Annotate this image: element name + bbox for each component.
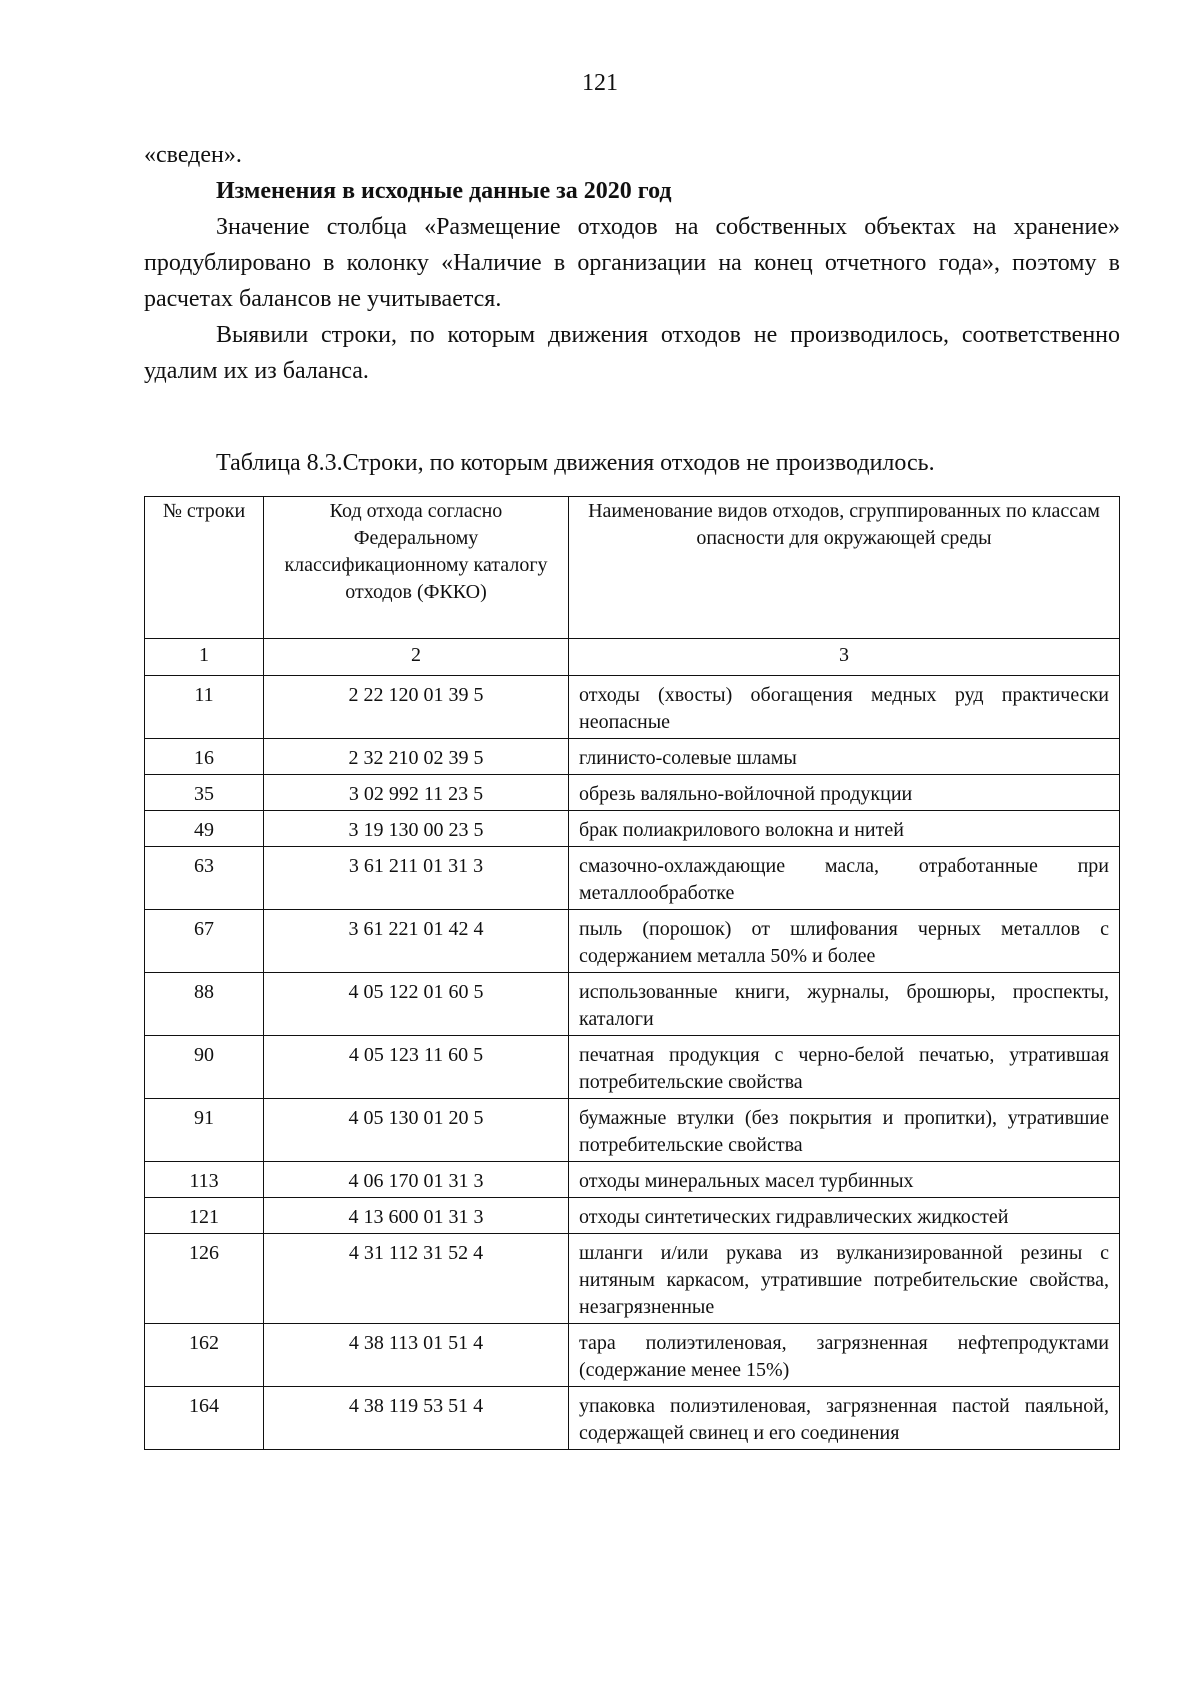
waste-name-cell: печатная продукция с черно-белой печатью, утратившая потребительские свойства	[569, 1036, 1120, 1099]
paragraph: Значение столбца «Размещение отходов на собственных объектах на хранение» продублировано в колонку «Наличие в организации на конец отчетного года», поэтому в расчетах балансов не учитывается.	[144, 214, 1120, 312]
fkko-code-cell: 3 61 221 01 42 4	[264, 910, 569, 973]
waste-name-cell: тара полиэтиленовая, загрязненная нефтепродуктами (содержание менее 15%)	[569, 1324, 1120, 1387]
fkko-code-cell: 2 32 210 02 39 5	[264, 739, 569, 775]
fkko-code-cell: 4 06 170 01 31 3	[264, 1162, 569, 1198]
waste-name-cell: бумажные втулки (без покрытия и пропитки), утратившие потребительские свойства	[569, 1099, 1120, 1162]
paragraph: Выявили строки, по которым движения отходов не производилось, соответственно удалим их из баланса.	[144, 322, 1120, 384]
table-body	[145, 676, 1120, 1450]
table-row	[145, 1387, 1120, 1450]
table-row	[145, 676, 1120, 739]
page-number: 121	[582, 70, 618, 96]
table-row	[145, 775, 1120, 811]
fkko-code-cell: 3 19 130 00 23 5	[264, 811, 569, 847]
waste-name-cell: пыль (порошок) от шлифования черных металлов с содержанием металла 50% и более	[569, 910, 1120, 973]
waste-name-cell: использованные книги, журналы, брошюры, проспекты, каталоги	[569, 973, 1120, 1036]
column-index: 3	[569, 639, 1120, 676]
fkko-code-cell: 4 05 123 11 60 5	[264, 1036, 569, 1099]
row-number-cell: 63	[145, 847, 264, 910]
table-index-row	[145, 639, 1120, 676]
body-text	[144, 137, 1120, 389]
fkko-code-cell: 4 05 130 01 20 5	[264, 1099, 569, 1162]
table-row	[145, 910, 1120, 973]
waste-name-cell: смазочно-охлаждающие масла, отработанные при металлообработке	[569, 847, 1120, 910]
waste-table	[144, 496, 1120, 1450]
table-row	[145, 811, 1120, 847]
table-row	[145, 1234, 1120, 1324]
waste-name-cell: отходы синтетических гидравлических жидкостей	[569, 1198, 1120, 1234]
row-number-cell: 90	[145, 1036, 264, 1099]
row-number-cell: 11	[145, 676, 264, 739]
waste-name-cell: упаковка полиэтиленовая, загрязненная пастой паяльной, содержащей свинец и его соединения	[569, 1387, 1120, 1450]
table-row	[145, 1099, 1120, 1162]
section-heading: Изменения в исходные данные за 2020 год	[216, 178, 672, 204]
row-number-cell: 35	[145, 775, 264, 811]
column-header-waste-name: Наименование видов отходов, сгруппированных по классам опасности для окружающей среды	[569, 497, 1120, 639]
table-row	[145, 1324, 1120, 1387]
waste-name-cell: глинисто-солевые шламы	[569, 739, 1120, 775]
fkko-code-cell: 4 13 600 01 31 3	[264, 1198, 569, 1234]
table-row	[145, 847, 1120, 910]
table-row	[145, 973, 1120, 1036]
waste-name-cell: отходы (хвосты) обогащения медных руд практически неопасные	[569, 676, 1120, 739]
fkko-code-cell: 3 61 211 01 31 3	[264, 847, 569, 910]
row-number-cell: 162	[145, 1324, 264, 1387]
fkko-code-cell: 4 05 122 01 60 5	[264, 973, 569, 1036]
row-number-cell: 16	[145, 739, 264, 775]
table-row	[145, 1198, 1120, 1234]
row-number-cell: 113	[145, 1162, 264, 1198]
column-header-fkko-code: Код отхода согласно Федеральному классификационному каталогу отходов (ФККО)	[264, 497, 569, 639]
continuation-text: «сведен».	[144, 142, 242, 168]
fkko-code-cell: 3 02 992 11 23 5	[264, 775, 569, 811]
row-number-cell: 126	[145, 1234, 264, 1324]
table-caption: Таблица 8.3.Строки, по которым движения отходов не производилось.	[216, 450, 935, 476]
waste-name-cell: шланги и/или рукава из вулканизированной резины с нитяным каркасом, утратившие потребительские свойства, незагрязненные	[569, 1234, 1120, 1324]
row-number-cell: 121	[145, 1198, 264, 1234]
row-number-cell: 91	[145, 1099, 264, 1162]
table-row	[145, 739, 1120, 775]
table-row	[145, 1036, 1120, 1099]
table-row	[145, 1162, 1120, 1198]
waste-name-cell: отходы минеральных масел турбинных	[569, 1162, 1120, 1198]
fkko-code-cell: 4 31 112 31 52 4	[264, 1234, 569, 1324]
row-number-cell: 88	[145, 973, 264, 1036]
table-header-row	[145, 497, 1120, 639]
row-number-cell: 67	[145, 910, 264, 973]
row-number-cell: 49	[145, 811, 264, 847]
column-index: 2	[264, 639, 569, 676]
waste-name-cell: обрезь валяльно-войлочной продукции	[569, 775, 1120, 811]
column-index: 1	[145, 639, 264, 676]
waste-name-cell: брак полиакрилового волокна и нитей	[569, 811, 1120, 847]
fkko-code-cell: 2 22 120 01 39 5	[264, 676, 569, 739]
fkko-code-cell: 4 38 119 53 51 4	[264, 1387, 569, 1450]
row-number-cell: 164	[145, 1387, 264, 1450]
column-header-row-number: № строки	[145, 497, 264, 639]
fkko-code-cell: 4 38 113 01 51 4	[264, 1324, 569, 1387]
